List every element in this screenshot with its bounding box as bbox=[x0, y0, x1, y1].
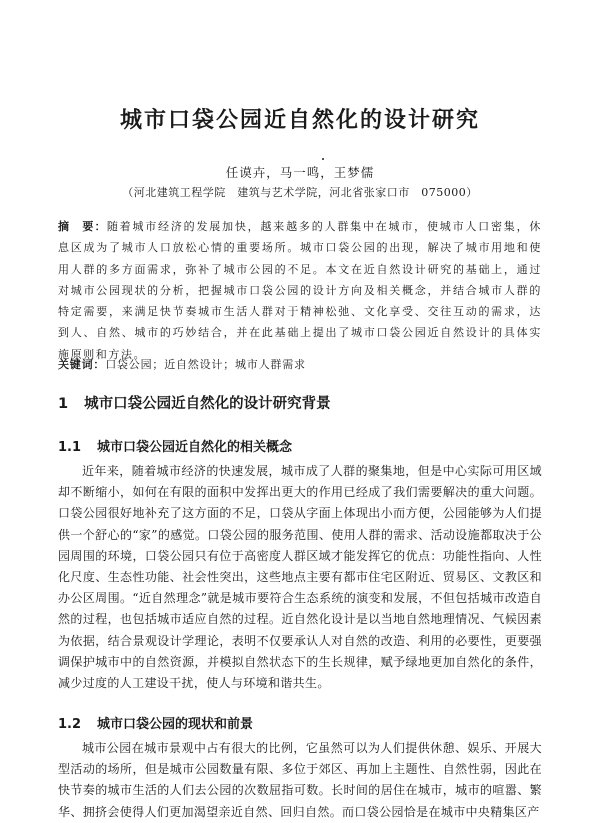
section-title: 城市口袋公园近自然化的相关概念 bbox=[97, 440, 293, 455]
body-paragraph-2: 城市公园在城市景观中占有很大的比例，它虽然可以为人们提供休憩、娱乐、开展大型活动的场所，但是城市公园数量有限、多位于郊区、再加上主题性、自然性弱，因此在快节奏的城市生活的人们去公园的次数屈指可数。长时间的居住在城市，城市的喧嚣、繁华、拥挤会使得人们更加渴望亲近自然、回归自然。而口袋公园恰是在城市中央精集区产 bbox=[58, 741, 542, 819]
paper-authors: 任谟卉，马一鸣，王梦儒 bbox=[225, 165, 375, 180]
section-number: 1 bbox=[58, 396, 69, 412]
section-title: 城市口袋公园近自然化的设计研究背景 bbox=[84, 396, 331, 412]
abstract-text: 随着城市经济的发展加快，越来越多的人群集中在城市，使城市人口密集，休息区成为了城市人口放松心情的重要场所。城市口袋公园的出现，解决了城市用地和使用人群的多方面需求，弥补了城市公园的不足。本文在近自然设计研究的基础上，通过对城市公园现状的分析，把握城市口袋公园的设计方向及相关概念，并结合城市人群的特定需要，来满足快节奏城市生活人群对于精神松弛、文化享受、交往互动的需求，达到人、自然、城市的巧妙结合，并在此基础上提出了城市口袋公园近自然设计的具体实施原则和方法。 bbox=[58, 220, 542, 361]
section-heading-1-2 bbox=[58, 713, 253, 732]
section-heading-1 bbox=[58, 392, 331, 413]
section-title: 城市口袋公园的现状和前景 bbox=[97, 717, 254, 732]
abstract bbox=[58, 216, 542, 365]
keywords-label: 关键词： bbox=[58, 358, 106, 371]
body-paragraph-1: 近年来，随着城市经济的快速发展，城市成了人群的聚集地，但是中心实际可用区域却不断缩小，如何在有限的面积中发挥出更大的作用已经成了我们需要解决的重大问题。口袋公园很好地补充了这方面的不足，口袋从字面上体现出小而方便，公园能够为人们提供一个舒心的“家”的感觉。口袋公园的服务范围、使用人群的需求、活动设施都取决于公园周围的环境，口袋公园只有位于高密度人群区域才能发挥它的优点：功能性指向、人性化尺度、生态性功能、社会性突出，这些地点主要有都市住宅区附近、贸易区、文教区和办公区周围。“近自然理念”就是城市要符合生态系统的演变和发展，不但包括城市改造自然的过程，也包括城市适应自然的过程。近自然化设计是以当地自然地理情况、气候因素为依据，结合景观设计学理论，表明不仅要承认人对自然的改造、利用的必要性，更要强调保护城市中的自然资源，并模拟自然状态下的生长规律，赋予绿地更加自然化的条件，减少过度的人工建设干扰，使人与环境和谐共生。 bbox=[58, 464, 542, 691]
abstract-label: 摘 要： bbox=[58, 220, 107, 233]
section-number: 1.1 bbox=[58, 440, 82, 455]
paper-title: 城市口袋公园近自然化的设计研究 bbox=[119, 108, 480, 133]
keywords-text: 口袋公园；近自然设计；城市人群需求 bbox=[105, 358, 306, 371]
section-number: 1.2 bbox=[58, 717, 82, 732]
scan-speck bbox=[322, 158, 324, 160]
keywords bbox=[58, 356, 542, 372]
paper-affiliation: （河北建筑工程学院 建筑与艺术学院，河北省张家口市 075000） bbox=[122, 186, 478, 199]
section-heading-1-1 bbox=[58, 436, 292, 455]
